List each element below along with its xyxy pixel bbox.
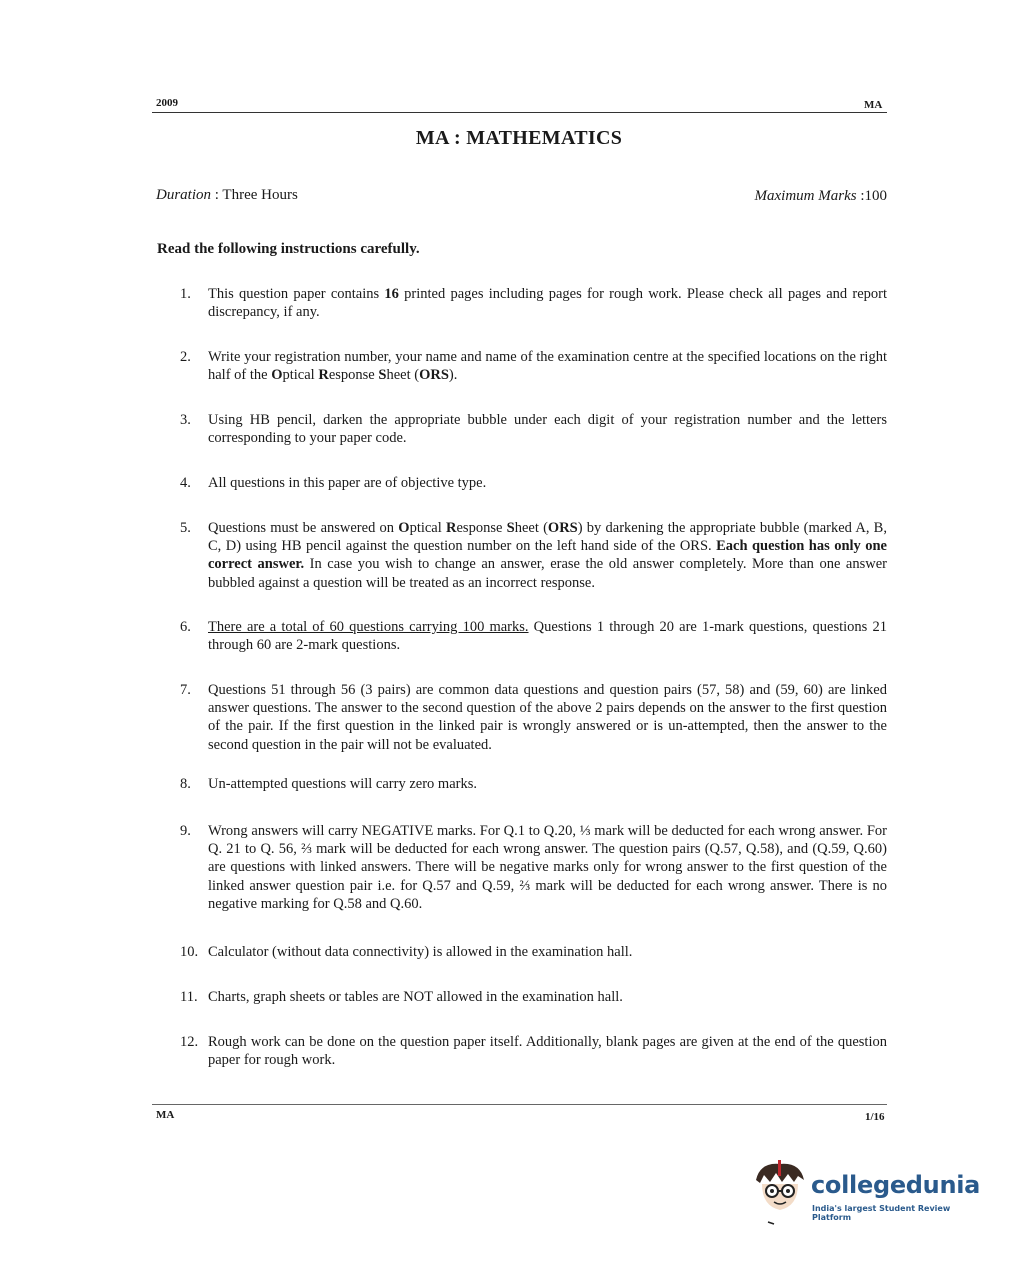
instruction-text-segment: Questions 1 through 20 are 1-mark questions, questions 21 through 60 are 2-mark questions. [208, 619, 887, 654]
instruction-item [180, 1033, 887, 1069]
duration-value: Three Hours [222, 187, 298, 203]
instruction-text [208, 348, 887, 384]
instruction-text [208, 618, 887, 654]
instruction-number: 10. [180, 944, 199, 960]
instruction-number: 6. [180, 619, 191, 635]
instruction-number: 7. [180, 682, 191, 698]
instruction-item [180, 285, 887, 321]
instruction-text-segment: esponse [456, 520, 507, 536]
page-title: MA : MATHEMATICS [415, 127, 623, 149]
max-marks-label: Maximum Marks [754, 188, 857, 204]
instruction-text-segment: ) by darkening the appropriate bubble (marked A, B, C, D) using HB pencil against the question number on the left hand side of the ORS. [208, 520, 887, 555]
instruction-text [208, 988, 887, 1006]
instruction-text [208, 411, 887, 447]
header-paper-code: MA [864, 99, 883, 111]
instruction-text-segment: S [506, 520, 515, 536]
instruction-item [180, 943, 887, 961]
instruction-text [208, 775, 887, 793]
instruction-number: 1. [180, 286, 191, 302]
instruction-text-segment: ). [448, 367, 458, 384]
instruction-text-segment: Calculator (without data connectivity) is allowed in the examination hall. [208, 944, 633, 960]
duration-sep: : [211, 187, 223, 203]
duration-label: Duration [156, 187, 212, 203]
instruction-text-segment: heet ( [514, 520, 548, 536]
instruction-text [208, 1033, 887, 1069]
maximum-marks [755, 188, 888, 205]
mascot-icon [750, 1158, 810, 1228]
instruction-text-segment: 16 [384, 286, 399, 302]
instruction-number: 5. [180, 520, 191, 536]
instruction-item [180, 519, 887, 592]
duration [156, 187, 298, 204]
instruction-text-segment: R [318, 367, 329, 384]
max-marks-value: 100 [864, 188, 887, 204]
instruction-text-segment: There are a total of 60 questions carrying 100 marks. [208, 619, 529, 635]
instruction-text-segment: Questions 51 through 56 (3 pairs) are common data questions and question pairs (57, 58) and (59, 60) are linked answer questions. The answer to the second question of the above 2 pairs depends on the answer to the first question of the pair. If the first question in the linked pair is wrongly answered or is un-attempted, then the answer to the second question in the pair will not be evaluated. [208, 682, 887, 753]
instruction-text-segment: ORS [547, 520, 578, 536]
footer-rule [152, 1104, 887, 1105]
instruction-item [180, 474, 887, 492]
instruction-item [180, 822, 887, 913]
max-marks-sep: : [856, 188, 865, 204]
instruction-number: 8. [180, 776, 191, 792]
instruction-text-segment: Un-attempted questions will carry zero marks. [208, 776, 477, 792]
instruction-text-segment: In case you wish to change an answer, erase the old answer completely. More than one answer bubbled against a question will be treated as an incorrect response. [208, 556, 887, 591]
instruction-text-segment: All questions in this paper are of objective type. [208, 475, 487, 491]
instruction-item [180, 348, 887, 384]
instruction-number: 9. [180, 823, 191, 839]
instruction-text [208, 681, 887, 754]
instruction-text-segment: ptical [409, 520, 446, 536]
header-year: 2009 [156, 97, 178, 109]
instruction-number: 3. [180, 412, 191, 428]
instruction-number: 4. [180, 475, 191, 491]
instruction-text [208, 474, 887, 492]
footer-page-number: 1/16 [865, 1111, 885, 1123]
instruction-text-segment: Rough work can be done on the question paper itself. Additionally, blank pages are given at the end of the question paper for rough work. [208, 1034, 887, 1069]
instruction-item [180, 681, 887, 754]
instruction-number: 11. [180, 989, 198, 1005]
instruction-text-segment: S [378, 367, 387, 384]
instruction-text-segment: This question paper contains [208, 286, 385, 302]
instruction-item [180, 775, 887, 793]
instruction-item [180, 988, 887, 1006]
instruction-number: 2. [180, 349, 191, 365]
instruction-text-segment: Charts, graph sheets or tables are NOT allowed in the examination hall. [208, 989, 623, 1005]
instruction-text [208, 519, 887, 592]
instruction-number: 12. [180, 1034, 199, 1050]
instruction-text-segment: O [271, 367, 283, 384]
instruction-text-segment: Each question has only one correct answer. [208, 538, 887, 573]
instruction-text-segment: Wrong answers will carry NEGATIVE marks. For Q.1 to Q.20, ⅓ mark will be deducted for each wrong answer. For Q. 21 to Q. 56, ⅔ mark will be deducted for each wrong answer. The question pairs (Q.57, Q.58), and (Q.59, Q.60) are questions with linked answers. There will be negative marks only for wrong answer to the first question of the linked answer question pair i.e. for Q.57 and Q.59, ⅔ mark will be deducted for each wrong answer. There is no negative marking for Q.58 and Q.60. [208, 823, 887, 912]
instruction-text [208, 285, 887, 321]
brand-name: collegedunia [811, 1171, 981, 1199]
instruction-text-segment: printed pages including pages for rough work. Please check all pages and report discrepancy, if any. [208, 286, 887, 321]
footer-paper-code: MA [156, 1109, 175, 1121]
instruction-text [208, 943, 887, 961]
instruction-text-segment: O [398, 520, 410, 536]
instruction-item [180, 411, 887, 447]
instruction-text-segment: esponse [328, 367, 379, 384]
instruction-text-segment: ptical [282, 367, 319, 384]
instruction-text-segment: heet ( [386, 367, 420, 384]
brand-tagline: India's largest Student Review Platform [812, 1204, 951, 1222]
instructions-heading: Read the following instructions carefully. [157, 241, 420, 257]
instruction-text-segment: Questions must be answered on [208, 520, 399, 536]
instruction-item [180, 618, 887, 654]
instruction-text-segment: Write your registration number, your name and name of the examination centre at the specified locations on the right half of the [208, 349, 887, 384]
instruction-text-segment: ORS [419, 367, 449, 384]
instruction-text-segment: Using HB pencil, darken the appropriate bubble under each digit of your registration number and the letters corresponding to your paper code. [208, 412, 887, 447]
collegedunia-watermark [750, 1158, 990, 1228]
header-rule [152, 112, 887, 113]
instruction-text-segment: R [446, 520, 457, 536]
instruction-text [208, 822, 887, 913]
